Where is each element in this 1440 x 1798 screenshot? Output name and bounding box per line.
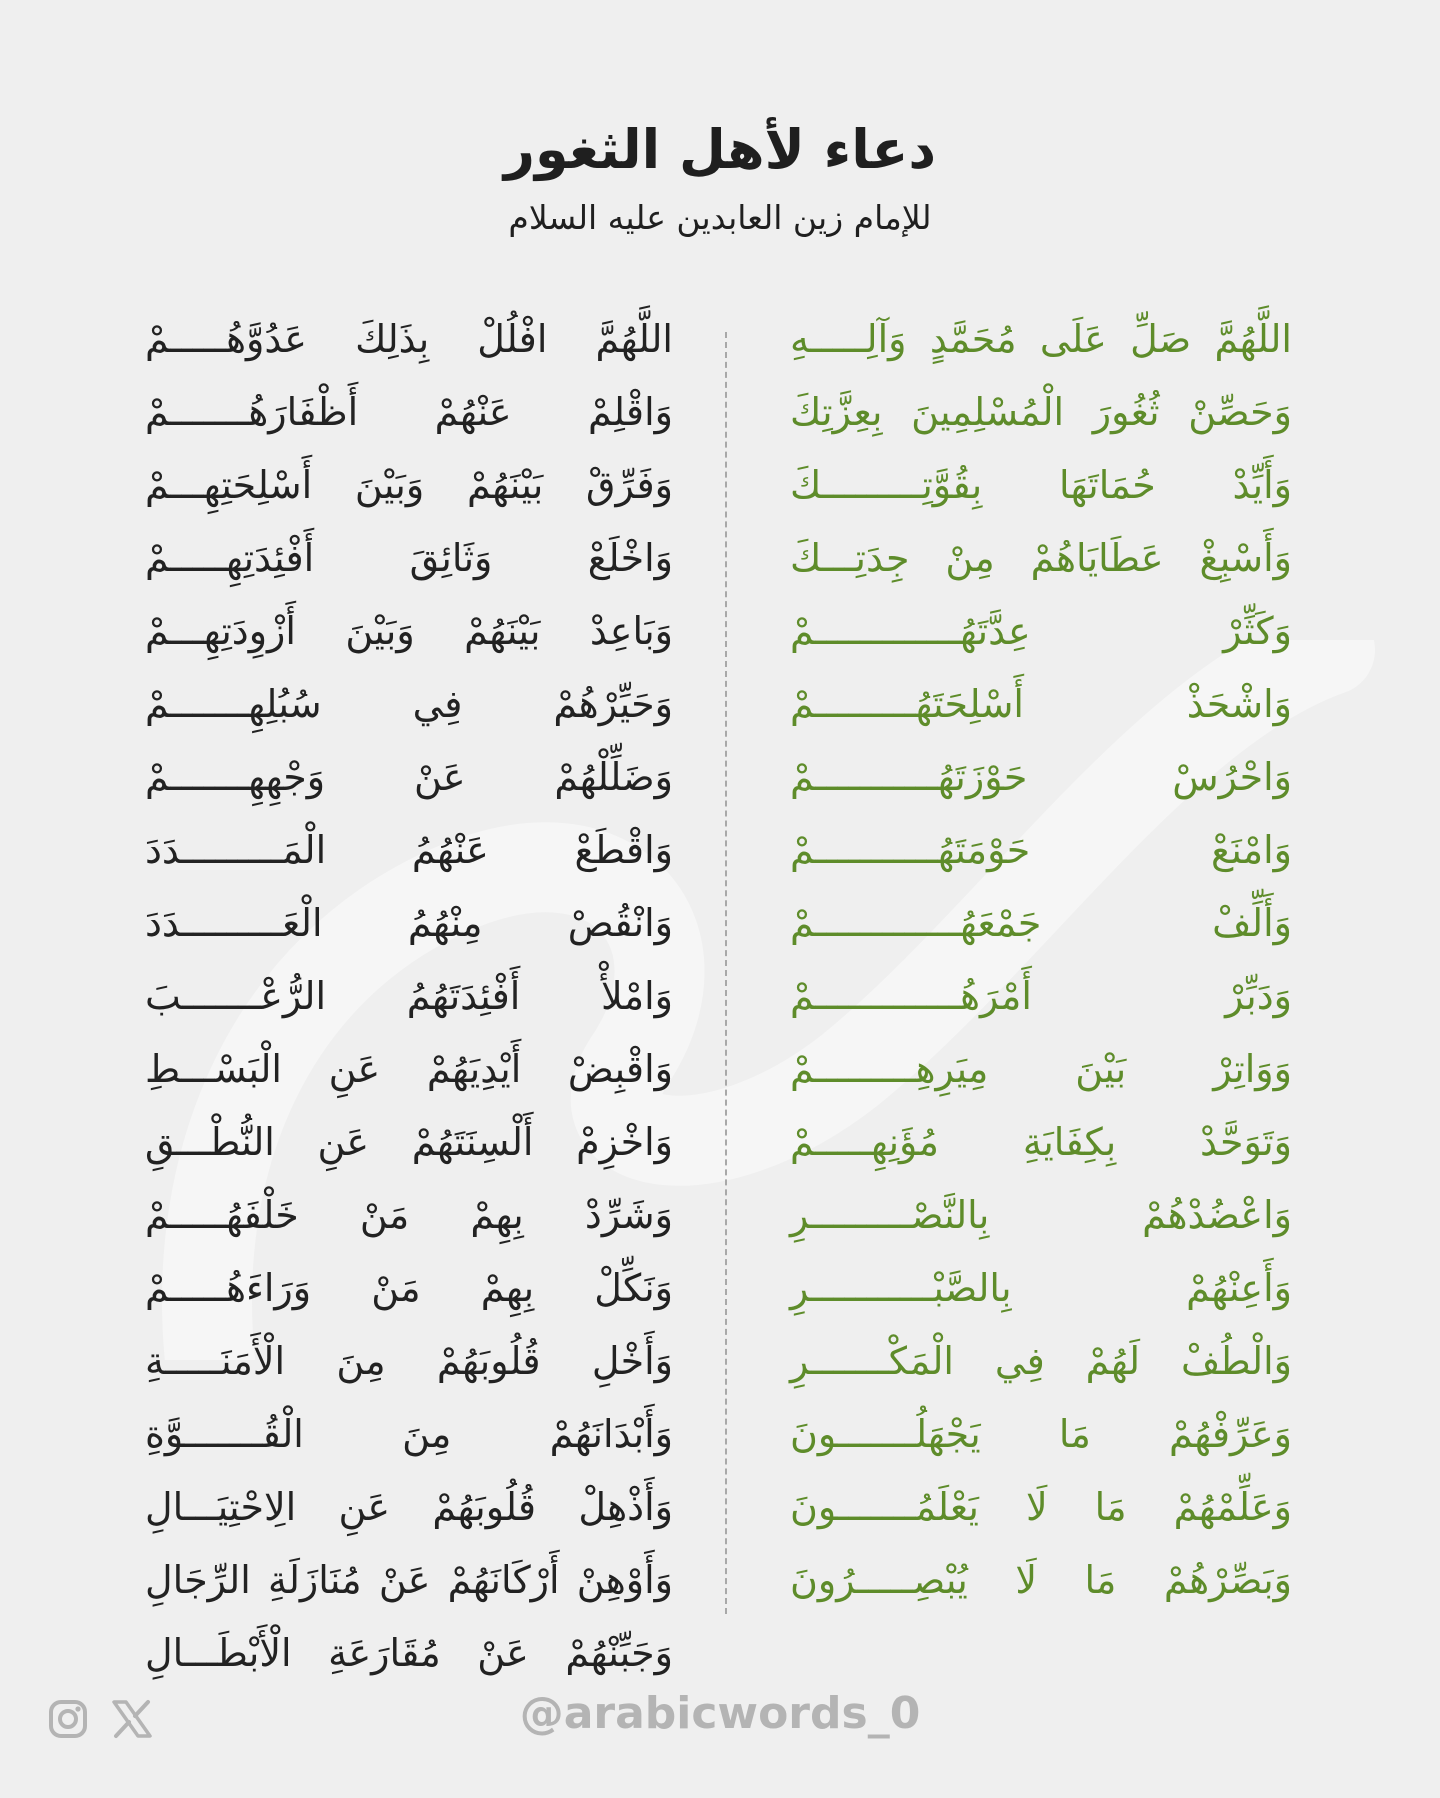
page-title: دعاء لأهل الثغور — [503, 118, 937, 181]
dua-line: وَاقْلِمْ عَنْهُمْ أَظْفَارَهُـــــــمْ — [145, 390, 673, 434]
dua-line: وَفَرِّقْ بَيْنَهُمْ وَبَيْنَ أَسْلِحَتِهِـــمْ — [145, 463, 673, 507]
dua-line: وَشَرِّدْ بِهِمْ مَنْ خَلْفَهُـــــمْ — [145, 1193, 673, 1237]
dua-line: وَامْلأْ أَفْئِدَتَهُمُ الرُّعْـــــــبَ — [145, 974, 673, 1018]
dua-line: وَانْقُصْ مِنْهُمُ الْعَـــــــــدَدَ — [145, 901, 673, 945]
dua-line: وَأَسْبِغْ عَطَايَاهُمْ مِنْ جِدَتِـــكَ — [790, 536, 1292, 580]
dua-line: وَامْنَعْ حَوْمَتَهُـــــــــــمْ — [790, 828, 1292, 872]
dua-line: وَاعْضُدْهُمْ بِالنَّصْـــــــــرِ — [790, 1193, 1292, 1237]
dua-line: وَأَخْلِ قُلُوبَهُمْ مِنَ الْأَمَنَـــــةِ — [145, 1339, 673, 1383]
dua-line: وَاشْحَذْ أَسْلِحَتَهُـــــــــمْ — [790, 682, 1292, 726]
dua-line: وَحَصِّنْ ثُغُورَ الْمُسْلِمِينَ بِعِزَّتِكَ — [790, 390, 1292, 434]
dua-line: وَاقْطَعْ عَنْهُمُ الْمَـــــــــدَدَ — [145, 828, 673, 872]
page-subtitle: للإمام زين العابدين عليه السلام — [508, 198, 932, 237]
dua-line: وَضَلِّلْهُمْ عَنْ وَجْهِهِـــــــمْ — [145, 755, 673, 799]
footer-handle[interactable]: @arabicwords_0 — [519, 1688, 921, 1739]
dua-line: وَاقْبِضْ أَيْدِيَهُمْ عَنِ الْبَسْـــطِ — [145, 1047, 673, 1091]
dua-line: وَاخْلَعْ وَثَائِقَ أَفْئِدَتِهِـــــمْ — [145, 536, 673, 580]
dua-line: وَاحْرُسْ حَوْزَتَهُـــــــــــمْ — [790, 755, 1292, 799]
dua-line: وَالْطُفْ لَهُمْ فِي الْمَكْـــــــرِ — [790, 1339, 1292, 1383]
dua-line: وَأَوْهِنْ أَرْكَانَهُمْ عَنْ مُنَازَلَةِ الرِّجَالِ — [145, 1558, 673, 1602]
dua-line: وَأَيِّدْ حُمَاتَهَا بِقُوَّتِـــــــــكَ — [790, 463, 1292, 507]
dua-line: وَحَيِّرْهُمْ فِي سُبُلِهِـــــــمْ — [145, 682, 673, 726]
left-column — [145, 307, 673, 1694]
dua-line: وَنَكِّلْ بِهِمْ مَنْ وَرَاءَهُـــــمْ — [145, 1266, 673, 1310]
dua-line: وَعَلِّمْهُمْ مَا لَا يَعْلَمُـــــــونَ — [790, 1485, 1292, 1529]
dua-line: وَأَذْهِلْ قُلُوبَهُمْ عَنِ الِاحْتِيَـــالِ — [145, 1485, 673, 1529]
dua-line: وَكَثِّرْ عِدَّتَهُـــــــــــــمْ — [790, 609, 1292, 653]
dua-line: اللَّهُمَّ افْلُلْ بِذَلِكَ عَدُوَّهُـــــمْ — [145, 317, 673, 361]
dua-line: وَأَبْدَانَهُمْ مِنَ الْقُـــــــوَّةِ — [145, 1412, 673, 1456]
dua-line: وَبَاعِدْ بَيْنَهُمْ وَبَيْنَ أَزْوِدَتِهِـــمْ — [145, 609, 673, 653]
dua-line: وَاخْزِمْ أَلْسِنَتَهُمْ عَنِ النُّطْـــقِ — [145, 1120, 673, 1164]
dua-line: وَأَعِنْهُمْ بِالصَّبْـــــــــــرِ — [790, 1266, 1292, 1310]
dua-line: وَدَبِّرْ أَمْرَهُـــــــــــــمْ — [790, 974, 1292, 1018]
dua-line: اللَّهُمَّ صَلِّ عَلَى مُحَمَّدٍ وَآلِـــــهِ — [790, 317, 1292, 361]
dua-line: وَبَصِّرْهُمْ مَا لَا يُبْصِـــــرُونَ — [790, 1558, 1292, 1602]
dua-line: وَوَاتِرْ بَيْنَ مِيَرِهِـــــــــمْ — [790, 1047, 1292, 1091]
dua-line: وَتَوَحَّدْ بِكِفَايَةِ مُؤَنِهِـــــمْ — [790, 1120, 1292, 1164]
right-column — [790, 307, 1292, 1621]
dua-line: وَعَرِّفْهُمْ مَا يَجْهَلُـــــــونَ — [790, 1412, 1292, 1456]
dua-line: وَجَبِّنْهُمْ عَنْ مُقَارَعَةِ الْأَبْطَـــالِ — [145, 1631, 673, 1675]
column-divider — [725, 332, 727, 1614]
dua-line: وَأَلِّفْ جَمْعَهُـــــــــــــمْ — [790, 901, 1292, 945]
